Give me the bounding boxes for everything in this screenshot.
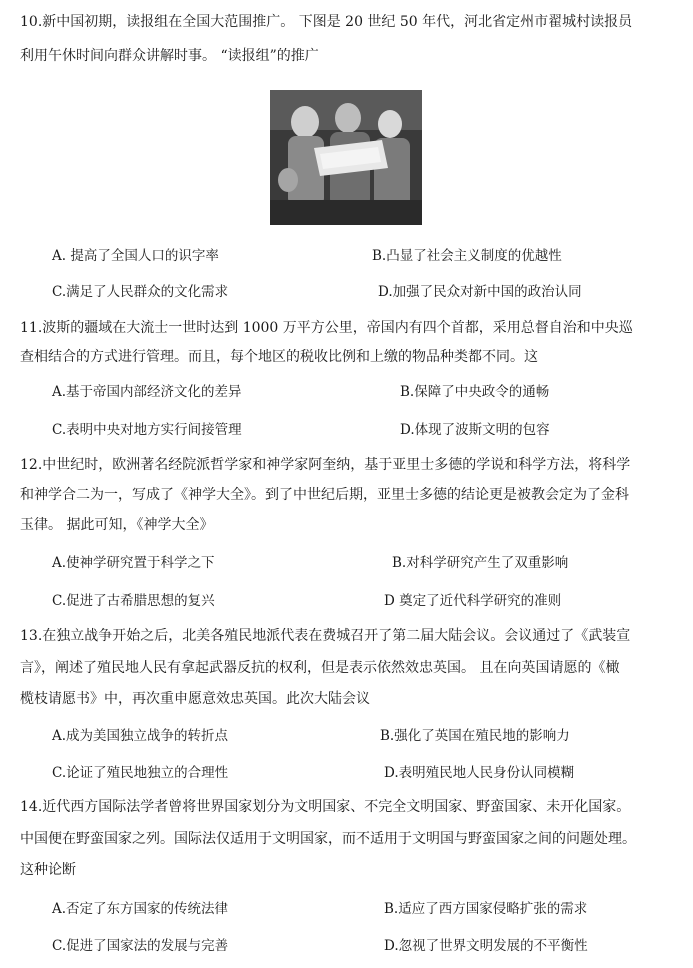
question-11-line-1: 11.波斯的疆域在大流士一世时达到 1000 万平方公里，帝国内有四个首都，采用总督自治和中央巡 bbox=[20, 320, 633, 336]
question-11-option-d: D.体现了波斯文明的包容 bbox=[400, 422, 550, 438]
question-11-option-a: A.基于帝国内部经济文化的差异 bbox=[52, 384, 242, 400]
question-10-line-1: 10.新中国初期，读报组在全国大范围推广。 下图是 20 世纪 50 年代，河北省定州市翟城村读报员 bbox=[20, 14, 633, 30]
question-12-line-1: 12.中世纪时，欧洲著名经院派哲学家和神学家阿奎纳，基于亚里士多德的学说和科学方法，将科学 bbox=[20, 457, 631, 473]
question-14-option-d: D.忽视了世界文明发展的不平衡性 bbox=[384, 938, 588, 954]
question-13-option-d: D.表明殖民地人民身份认同模糊 bbox=[384, 765, 575, 781]
question-14-option-a: A.否定了东方国家的传统法律 bbox=[52, 901, 229, 917]
question-14-line-3: 这种论断 bbox=[20, 862, 76, 878]
question-14-option-c: C.促进了国家法的发展与完善 bbox=[52, 938, 229, 954]
question-12-option-a: A.使神学研究置于科学之下 bbox=[52, 555, 215, 571]
question-10-option-d: D.加强了民众对新中国的政治认同 bbox=[378, 284, 582, 300]
question-13-option-c: C.论证了殖民地独立的合理性 bbox=[52, 765, 229, 781]
question-13-option-a: A.成为美国独立战争的转折点 bbox=[52, 728, 229, 744]
question-10-option-a: A. 提高了全国人口的识字率 bbox=[52, 248, 219, 264]
question-12-option-d: D 奠定了近代科学研究的准则 bbox=[384, 593, 562, 609]
reading-group-photo bbox=[270, 90, 422, 225]
question-11-line-2: 查相结合的方式进行管理。而且，每个地区的税收比例和上缴的物品种类都不同。这 bbox=[20, 349, 538, 365]
question-12-line-3: 玉律。 据此可知，《神学大全》 bbox=[20, 517, 214, 533]
question-13-line-2: 言》，阐述了殖民地人民有拿起武器反抗的权利，但是表示依然效忠英国。 且在向英国请愿的《橄 bbox=[20, 660, 620, 676]
question-13-line-1: 13.在独立战争开始之后，北美各殖民地派代表在费城召开了第二届大陆会议。会议通过了《武装宣 bbox=[20, 628, 631, 644]
question-12-option-c: C.促进了古希腊思想的复兴 bbox=[52, 593, 215, 609]
question-10-line-2: 利用午休时间向群众讲解时事。 “读报组”的推广 bbox=[20, 48, 319, 64]
question-10-option-c: C.满足了人民群众的文化需求 bbox=[52, 284, 229, 300]
question-12-option-b: B.对科学研究产生了双重影响 bbox=[392, 555, 569, 571]
question-10-option-b: B.凸显了社会主义制度的优越性 bbox=[372, 248, 562, 264]
question-14-option-b: B.适应了西方国家侵略扩张的需求 bbox=[384, 901, 588, 917]
question-11-option-c: C.表明中央对地方实行间接管理 bbox=[52, 422, 242, 438]
question-12-line-2: 和神学合二为一，写成了《神学大全》。到了中世纪后期，亚里士多德的结论更是被教会定为了金科 bbox=[20, 487, 629, 503]
question-14-line-2: 中国便在野蛮国家之列。国际法仅适用于文明国家，而不适用于文明国与野蛮国家之间的问题处理。 bbox=[20, 831, 636, 847]
question-13-line-3: 榄枝请愿书》中，再次重申愿意效忠英国。此次大陆会议 bbox=[20, 691, 370, 707]
question-13-option-b: B.强化了英国在殖民地的影响力 bbox=[380, 728, 570, 744]
question-11-option-b: B.保障了中央政令的通畅 bbox=[400, 384, 550, 400]
question-14-line-1: 14.近代西方国际法学者曾将世界国家划分为文明国家、不完全文明国家、野蛮国家、未开化国家。 bbox=[20, 799, 631, 815]
